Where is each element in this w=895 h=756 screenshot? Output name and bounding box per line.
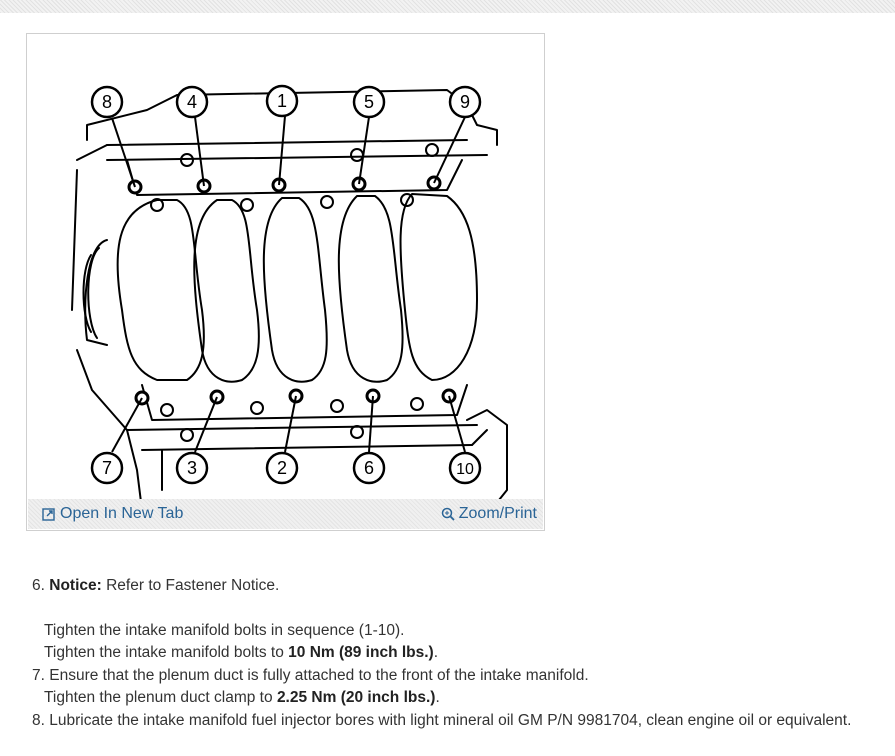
zoom-icon: [441, 507, 455, 521]
callout-5: 5: [363, 92, 375, 112]
clamp-torque-text: Tighten the plenum duct clamp to: [44, 689, 273, 706]
callout-9: 9: [459, 92, 471, 112]
step-7-text: Ensure that the plenum duct is fully attached to the front of the intake manifold.: [49, 666, 589, 684]
open-in-new-tab-link[interactable]: [42, 505, 183, 523]
notice-label: Notice:: [49, 577, 102, 594]
step-8: [32, 710, 892, 733]
step-7: [32, 665, 892, 688]
callout-3: 3: [186, 458, 198, 478]
callout-1: 1: [276, 91, 288, 111]
callout-8: 8: [101, 92, 113, 112]
open-in-new-tab-label: Open In New Tab: [60, 505, 184, 522]
zoom-print-label: Zoom/Print: [458, 505, 537, 522]
callout-6: 6: [363, 458, 375, 478]
step-8-number: 8.: [32, 711, 45, 729]
step-6-number: 6.: [32, 577, 45, 594]
step-7-number: 7.: [32, 666, 45, 684]
step-6: [32, 575, 892, 598]
callout-7: 7: [101, 458, 113, 478]
period: .: [435, 689, 440, 706]
notice-text: Refer to Fastener Notice.: [106, 577, 280, 594]
torque-value: 10 Nm (89 inch lbs.): [288, 644, 434, 661]
spacer: [32, 598, 892, 620]
step-6-line-2: [32, 642, 892, 665]
clamp-torque-value: 2.25 Nm (20 inch lbs.): [276, 689, 436, 706]
open-in-new-tab-icon: [42, 507, 56, 521]
step-6-line-1: Tighten the intake manifold bolts in sequence (1-10).: [44, 621, 405, 639]
callout-4: 4: [186, 92, 198, 112]
procedure-steps: [32, 575, 892, 732]
torque-text: Tighten the intake manifold bolts to: [44, 644, 284, 661]
callout-10: 10: [456, 461, 474, 478]
figure-container: [26, 33, 545, 531]
figure-toolbar: [28, 499, 543, 529]
period: .: [433, 644, 439, 661]
callout-2: 2: [276, 458, 288, 478]
zoom-print-link[interactable]: [441, 505, 537, 523]
intake-manifold-diagram: [67, 50, 517, 520]
step-7-line-2: [32, 687, 892, 710]
step-8-text: Lubricate the intake manifold fuel injector bores with light mineral oil GM P/N 9981704, clean engine oil or equivalent.: [49, 711, 852, 729]
header-band: [0, 0, 895, 13]
